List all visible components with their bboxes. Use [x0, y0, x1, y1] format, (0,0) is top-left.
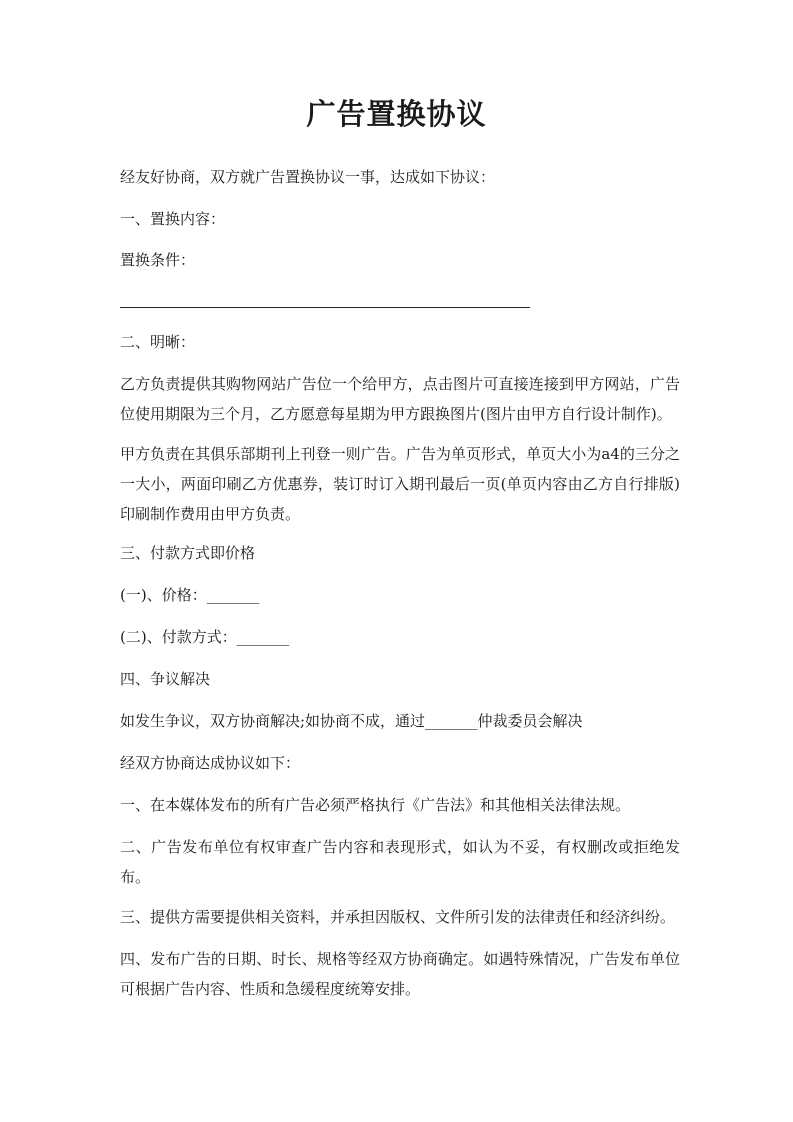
exchange-condition-label: 置换条件：	[120, 251, 196, 269]
section2-heading: 二、明晰：	[120, 333, 196, 351]
agreement-item-3: 三、提供方需要提供相关资料，并承担因版权、文件所引发的法律责任和经济纠纷。	[120, 908, 676, 926]
agreement-heading: 经双方协商达成协议如下：	[120, 754, 301, 772]
section4-heading: 四、争议解决	[120, 670, 211, 688]
agreement-item-2: 二、广告发布单位有权审查广告内容和表现形式，如认为不妥，有权删改或拒绝发布。	[120, 838, 680, 886]
price-line: (一)、价格：_______	[120, 586, 260, 604]
payment-method-line: (二)、付款方式：_______	[120, 628, 290, 646]
section2-paragraph-1: 乙方负责提供其购物网站广告位一个给甲方，点击图片可直接连接到甲方网站，广告位使用期限为三个月，乙方愿意每星期为甲方跟换图片(图片由甲方自行设计制作)。	[120, 375, 680, 423]
section1-heading: 一、置换内容：	[120, 210, 226, 228]
section2-paragraph-2: 甲方负责在其俱乐部期刊上刊登一则广告。广告为单页形式，单页大小为a4的三分之一大小，两面印刷乙方优惠券，装订时订入期刊最后一页(单页内容由乙方自行排版)印刷制作费用由甲方负责。	[120, 445, 680, 523]
condition-fill-line	[120, 307, 530, 308]
agreement-item-1: 一、在本媒体发布的所有广告必须严格执行《广告法》和其他相关法律法规。	[120, 796, 631, 814]
agreement-item-4: 四、发布广告的日期、时长、规格等经双方协商确定。如遇特殊情况，广告发布单位可根据广告内容、性质和急缓程度统筹安排。	[120, 950, 680, 998]
intro-text: 经友好协商，双方就广告置换协议一事，达成如下协议：	[120, 168, 496, 186]
dispute-resolution-text: 如发生争议，双方协商解决;如协商不成，通过_______仲裁委员会解决	[120, 712, 583, 730]
section3-heading: 三、付款方式即价格	[120, 544, 256, 562]
document-title: 广告置换协议	[306, 97, 487, 131]
